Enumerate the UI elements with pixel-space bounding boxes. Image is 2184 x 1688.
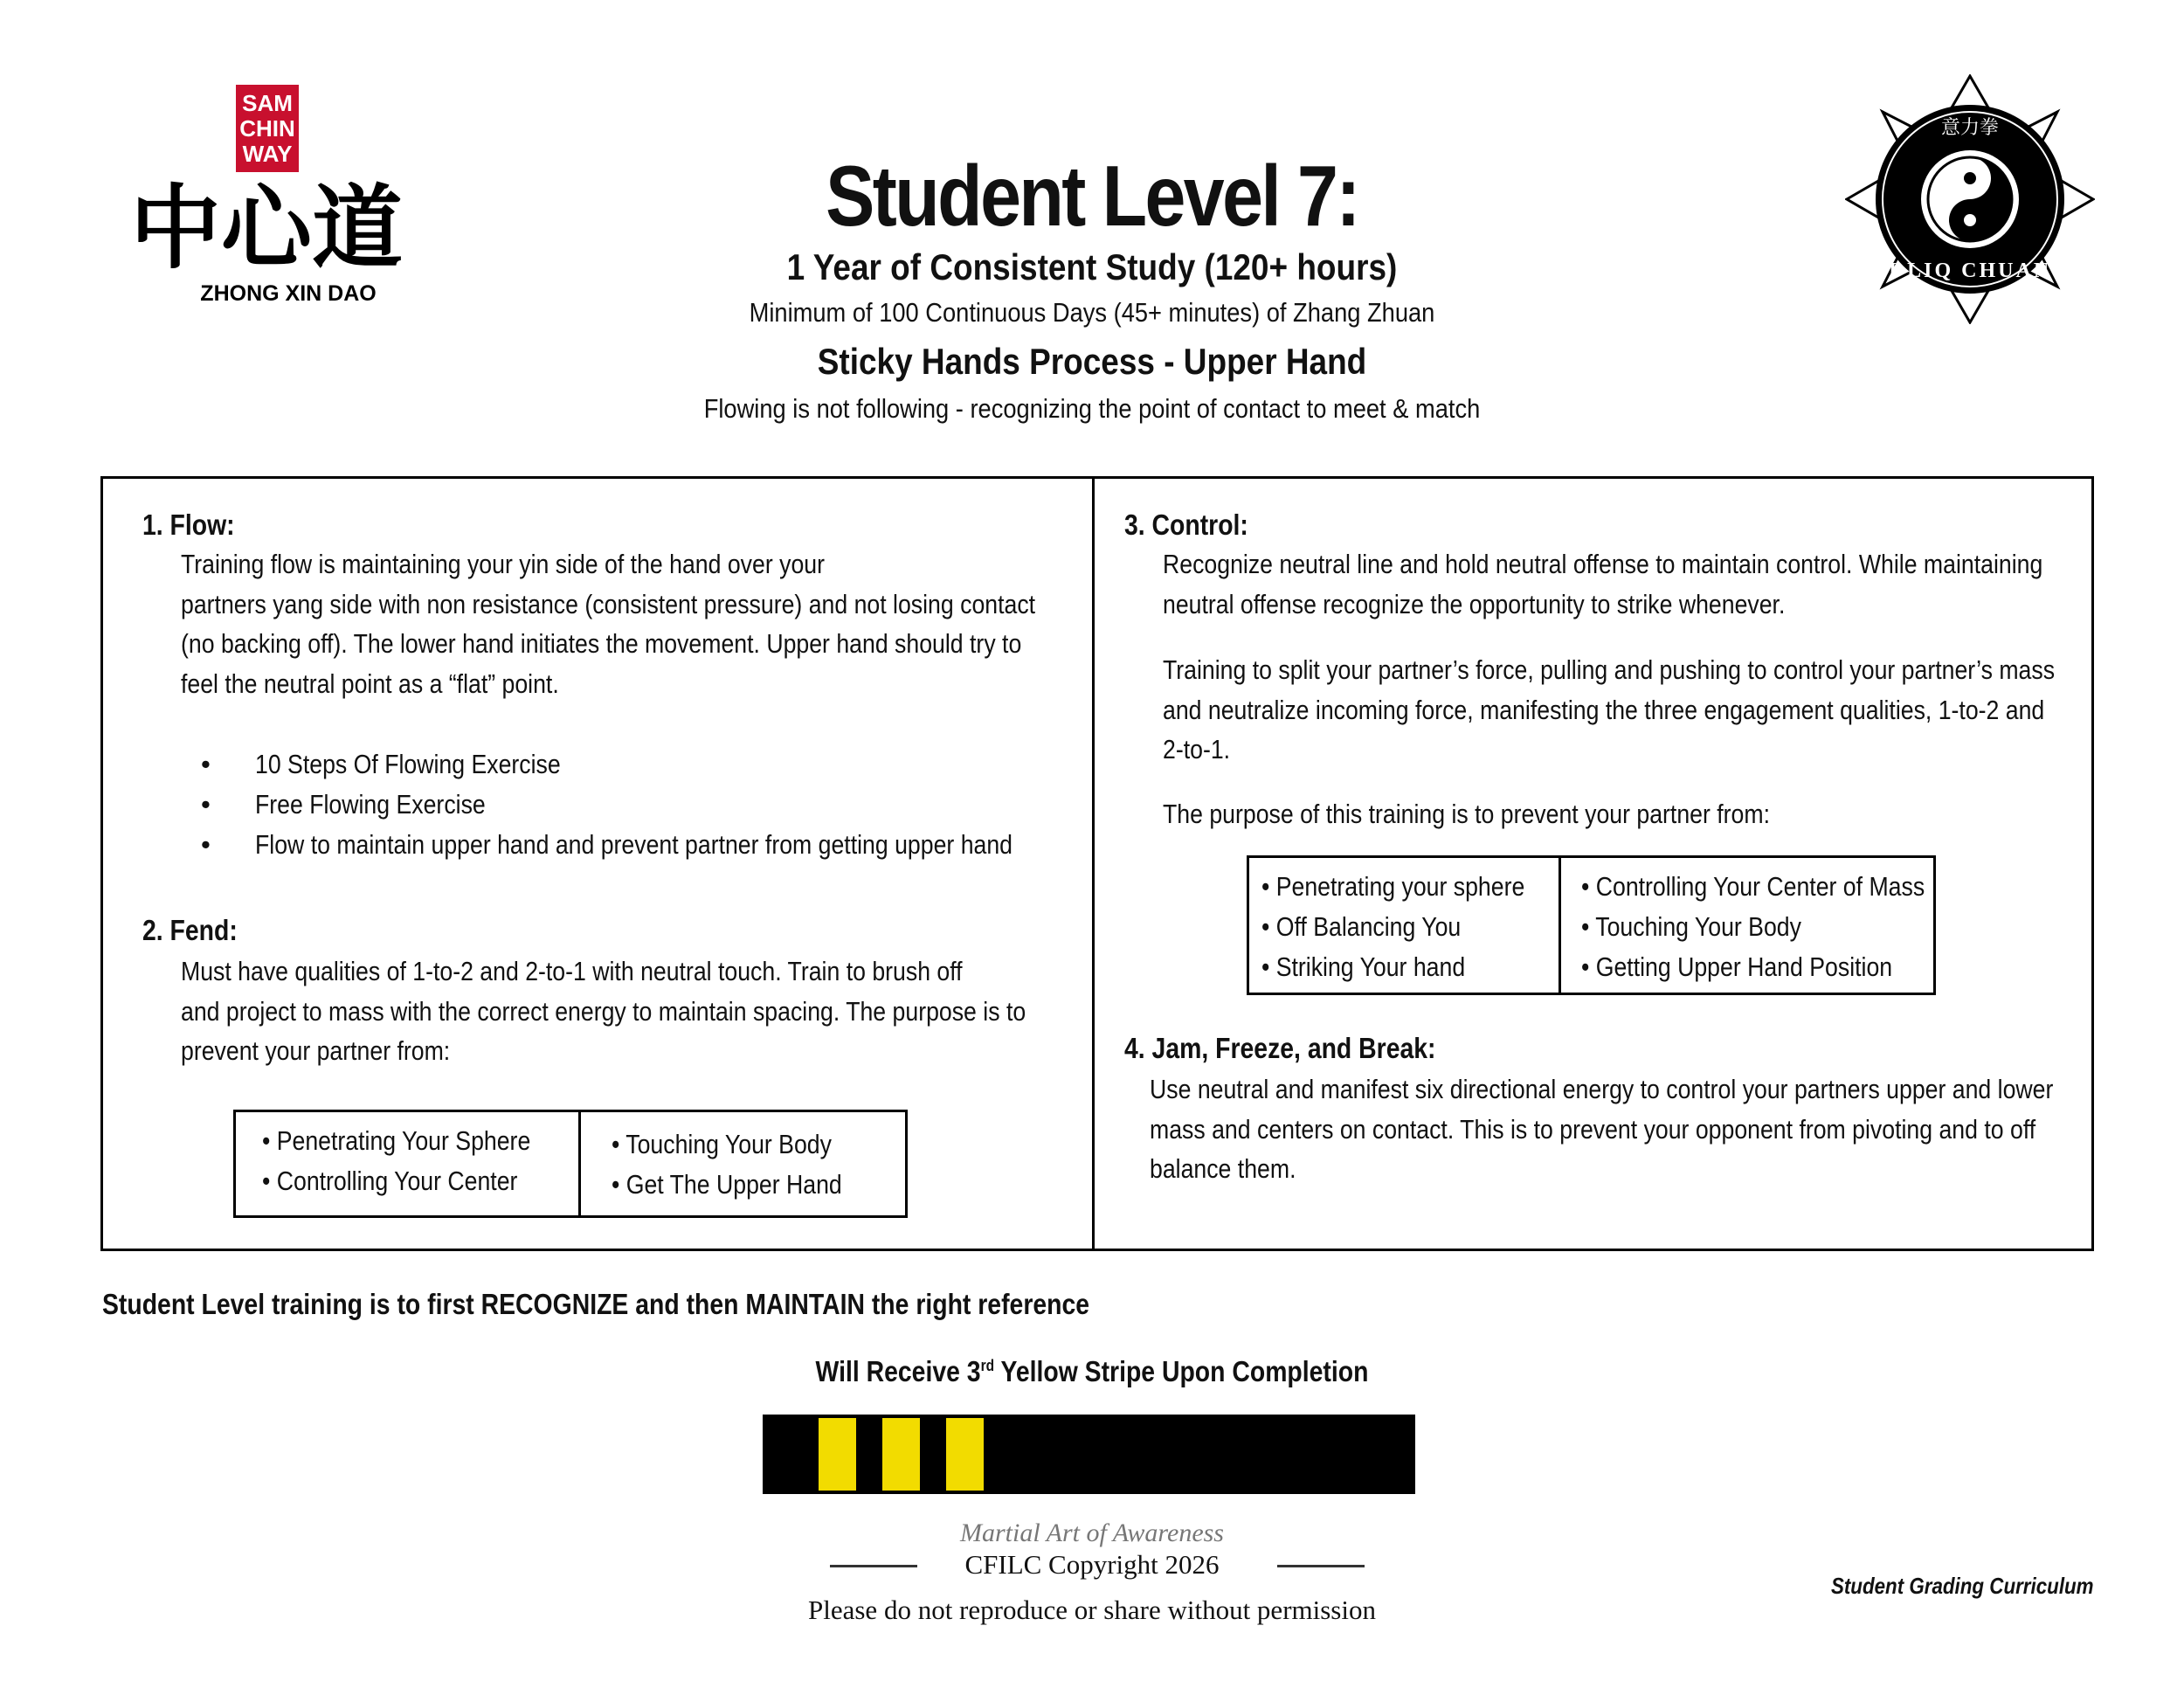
table-cell: • Controlling Your Center of Mass [1581, 871, 1925, 902]
fend-line: Must have qualities of 1-to-2 and 2-to-1 with neutral touch. Train to brush off [181, 956, 963, 986]
yellow-stripe [882, 1418, 920, 1491]
table-cell: • Striking Your hand [1261, 951, 1466, 982]
jam-paragraph [1150, 1069, 2053, 1189]
jam-section-title: 4. Jam, Freeze, and Break: [1124, 1032, 1436, 1064]
column-divider [1092, 476, 1095, 1251]
control-paragraph-2 [1163, 650, 2055, 770]
page-title: Student Level 7: [826, 148, 1358, 244]
table-cell: • Controlling Your Center [262, 1166, 518, 1196]
jam-line: Use neutral and manifest six directional energy to control your partners upper and lower [1150, 1074, 2054, 1104]
table-cell: • Penetrating your sphere [1261, 871, 1525, 902]
control-section-title: 3. Control: [1124, 508, 1248, 541]
control-line: Training to split your partner’s force, pulling and pushing to control your partner’s mass [1163, 654, 2056, 685]
ilc-name: I LIQ CHUAN [1888, 259, 2052, 282]
flow-line: Training flow is maintaining your yin side of the hand over your [181, 549, 825, 579]
minimum-requirement: Minimum of 100 Continuous Days (45+ minutes) of Zhang Zhuan [749, 297, 1435, 328]
control-paragraph-1 [1163, 544, 2042, 624]
control-prevention-table [1247, 855, 1936, 995]
grading-curriculum-label: Student Grading Curriculum [1831, 1573, 2094, 1599]
subtitle: 1 Year of Consistent Study (120+ hours) [786, 246, 1398, 287]
badge-line-1: SAM [242, 90, 293, 116]
fend-prevention-table [233, 1110, 908, 1218]
recognize-statement: Student Level training is to first RECOGNIZE and then MAINTAIN the right reference [102, 1288, 1090, 1320]
table-cell: • Getting Upper Hand Position [1581, 951, 1893, 982]
table-cell: • Get The Upper Hand [612, 1169, 842, 1200]
fend-paragraph [181, 951, 1026, 1071]
table-cell: • Touching Your Body [612, 1129, 832, 1159]
table-cell: • Penetrating Your Sphere [262, 1125, 531, 1156]
flow-line: (no backing off). The lower hand initiates the movement. Upper hand should try to [181, 628, 1022, 659]
ilc-chinese-text: 意力拳 [1940, 117, 2000, 139]
permission-notice: Please do not reproduce or share without permission [808, 1595, 1376, 1625]
table-cell: • Off Balancing You [1261, 911, 1462, 942]
badge-line-2: CHIN [239, 115, 295, 142]
flow-section-title: 1. Flow: [142, 508, 235, 541]
fend-line: prevent your partner from: [181, 1035, 451, 1066]
process-heading: Sticky Hands Process - Upper Hand [817, 341, 1367, 382]
logo-chinese-text: 中心道 [129, 175, 404, 281]
flow-line: feel the neutral point as a “flat” point. [181, 668, 559, 699]
jam-line: mass and centers on contact. This is to prevent your opponent from pivoting and to off [1150, 1113, 2036, 1145]
fend-line: and project to mass with the correct energy to maintain spacing. The purpose is to [181, 995, 1026, 1027]
logo-name: ZHONG XIN DAO [200, 281, 377, 306]
copyright: CFILC Copyright 2026 [964, 1549, 1220, 1580]
badge-line-3: WAY [242, 141, 293, 167]
fend-section-title: 2. Fend: [142, 914, 238, 946]
martial-art-tagline: Martial Art of Awareness [960, 1519, 1224, 1547]
control-line: and neutralize incoming force, manifesting the three engagement qualities, 1-to-2 and [1163, 694, 2045, 725]
control-line: The purpose of this training is to prevent your partner from: [1163, 799, 1770, 829]
flow-line: partners yang side with non resistance (consistent pressure) and not losing contact [181, 588, 1036, 619]
control-line: neutral offense recognize the opportunity to strike whenever. [1163, 588, 1786, 619]
control-paragraph-3 [1163, 794, 1770, 834]
stripe-award-text: Will Receive 3rd Yellow Stripe Upon Completion [815, 1355, 1369, 1387]
yellow-stripe [819, 1418, 856, 1491]
belt-icon [763, 1415, 1415, 1494]
control-line: Recognize neutral line and hold neutral offense to maintain control. While maintaining [1163, 549, 2043, 579]
flowing-tagline: Flowing is not following - recognizing the point of contact to meet & match [703, 393, 1481, 424]
control-line: 2-to-1. [1163, 734, 1231, 764]
yellow-stripe [946, 1418, 984, 1491]
table-cell: • Touching Your Body [1581, 911, 1801, 942]
flow-paragraph [181, 544, 1035, 703]
divider-line [1277, 1565, 1365, 1567]
jam-line: balance them. [1150, 1153, 1296, 1184]
